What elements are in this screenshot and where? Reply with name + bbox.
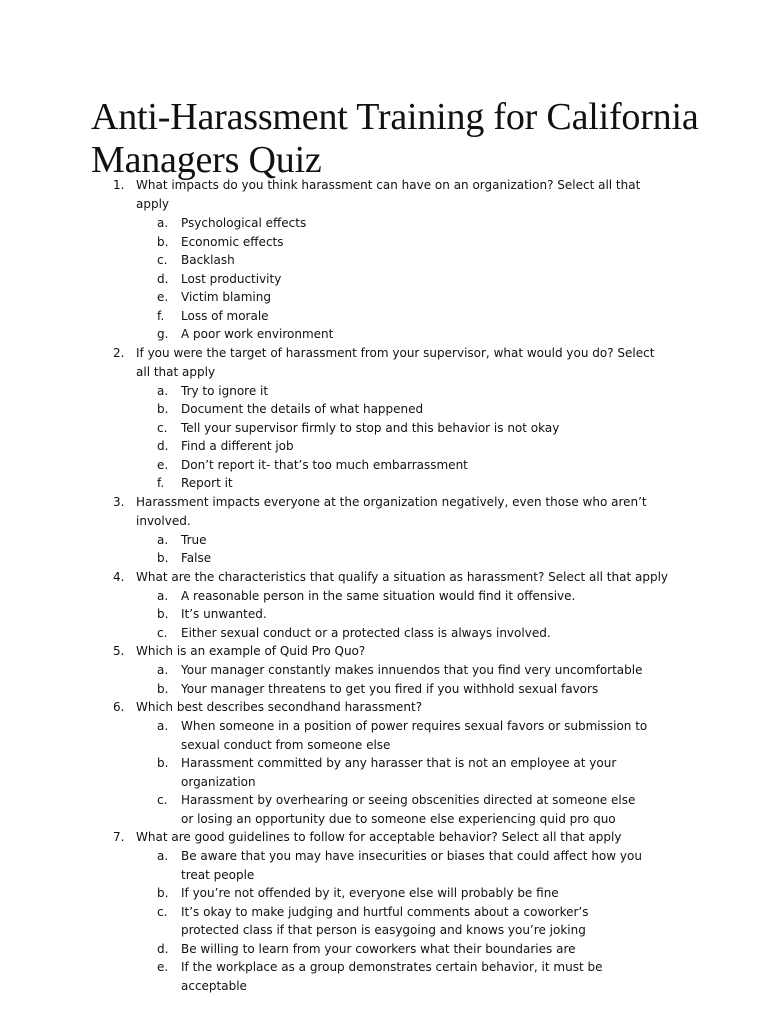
option-text: A poor work environment	[181, 327, 334, 341]
option-text: When someone in a position of power requires sexual favors or submission to sexual conduct from someone else	[181, 719, 648, 752]
answer-option	[0, 419, 768, 438]
option-text: If the workplace as a group demonstrates certain behavior, it must be acceptable	[181, 960, 603, 993]
answer-option	[0, 288, 768, 307]
option-letter: c.	[157, 253, 168, 267]
option-text: Lost productivity	[181, 271, 282, 286]
option-letter: b.	[157, 234, 169, 249]
option-text: Report it	[181, 476, 233, 490]
option-letter: b.	[157, 756, 169, 770]
answer-option	[0, 605, 768, 624]
option-text: Don’t report it- that’s too much embarrassment	[181, 457, 468, 472]
option-text: It’s okay to make judging and hurtful comments about a coworker’s protected class if that person is easygoing and knows you’re joking	[181, 904, 589, 937]
option-letter: c.	[157, 793, 168, 807]
option-text: Your manager constantly makes innuendos that you find very uncomfortable	[181, 663, 643, 677]
document-title: Anti-Harassment Training for California Managers Quiz	[91, 96, 699, 181]
option-letter: f.	[157, 308, 165, 323]
option-text: If you’re not offended by it, everyone else will probably be fine	[181, 886, 559, 900]
question-3	[0, 493, 768, 531]
answer-option	[0, 624, 768, 643]
option-letter: c.	[157, 625, 168, 640]
option-letter: f.	[157, 476, 165, 490]
option-letter: a.	[157, 849, 169, 863]
answer-option	[0, 587, 768, 606]
question-number: 5.	[113, 644, 125, 658]
option-text: Try to ignore it	[181, 383, 269, 398]
question-number: 6.	[113, 700, 125, 714]
question-text: Which best describes secondhand harassment?	[136, 700, 423, 714]
answer-option	[0, 791, 768, 828]
question-number: 7.	[113, 830, 125, 844]
option-letter: b.	[157, 607, 169, 621]
option-letter: b.	[157, 681, 169, 696]
option-text: Harassment committed by any harasser that is not an employee at your organization	[181, 756, 617, 789]
option-letter: e.	[157, 960, 169, 974]
answer-option	[0, 847, 768, 884]
answer-option	[0, 680, 768, 699]
answer-option	[0, 884, 768, 903]
answer-option	[0, 456, 768, 475]
option-text: Economic effects	[181, 234, 284, 249]
option-letter: d.	[157, 439, 169, 453]
question-number: 3.	[113, 494, 125, 509]
question-1	[0, 176, 768, 214]
answer-option	[0, 251, 768, 270]
option-letter: d.	[157, 271, 169, 286]
answer-option	[0, 233, 768, 252]
option-text: Your manager threatens to get you fired if you withhold sexual favors	[181, 681, 599, 696]
option-text: It’s unwanted.	[181, 607, 267, 621]
answer-option	[0, 958, 768, 995]
option-text: Be willing to learn from your coworkers what their boundaries are	[181, 941, 576, 956]
answer-option	[0, 940, 768, 959]
answer-option	[0, 549, 768, 568]
answer-option	[0, 661, 768, 680]
answer-option	[0, 382, 768, 401]
option-letter: c.	[157, 420, 168, 435]
option-letter: a.	[157, 663, 169, 677]
answer-option	[0, 325, 768, 344]
option-text: Tell your supervisor firmly to stop and this behavior is not okay	[181, 420, 560, 435]
question-6	[0, 698, 768, 717]
option-letter: d.	[157, 941, 169, 956]
answer-option	[0, 754, 768, 791]
answer-option	[0, 214, 768, 233]
option-letter: c.	[157, 904, 168, 919]
option-letter: a.	[157, 216, 169, 230]
option-text: Be aware that you may have insecurities or biases that could affect how you treat people	[181, 849, 642, 882]
option-text: Harassment by overhearing or seeing obscenities directed at someone else or losing an opportunity due to someone else experiencing quid pro quo	[181, 793, 636, 826]
question-2	[0, 344, 768, 382]
option-text: Backlash	[181, 253, 235, 267]
answer-option	[0, 437, 768, 456]
quiz-list	[0, 176, 768, 995]
option-text: Loss of morale	[181, 308, 269, 323]
answer-option	[0, 903, 768, 940]
answer-option	[0, 270, 768, 289]
question-text: Which is an example of Quid Pro Quo?	[136, 644, 366, 658]
question-text: If you were the target of harassment from your supervisor, what would you do? Select all that apply	[136, 345, 655, 379]
question-number: 4.	[113, 569, 125, 584]
question-number: 2.	[113, 345, 125, 360]
answer-option	[0, 474, 768, 493]
option-text: Victim blaming	[181, 290, 271, 304]
question-4	[0, 568, 768, 587]
option-letter: e.	[157, 290, 169, 304]
option-letter: a.	[157, 532, 169, 547]
option-letter: b.	[157, 551, 169, 565]
option-text: Document the details of what happened	[181, 402, 424, 416]
question-text: Harassment impacts everyone at the organization negatively, even those who aren’t involved.	[136, 494, 647, 528]
option-letter: a.	[157, 719, 169, 733]
option-text: A reasonable person in the same situation would find it offensive.	[181, 588, 576, 603]
option-text: Psychological effects	[181, 216, 307, 230]
answer-option	[0, 531, 768, 550]
option-letter: e.	[157, 457, 169, 472]
option-letter: b.	[157, 886, 169, 900]
answer-option	[0, 717, 768, 754]
option-text: Either sexual conduct or a protected class is always involved.	[181, 625, 551, 640]
option-letter: a.	[157, 383, 169, 398]
answer-option	[0, 400, 768, 419]
question-text: What are the characteristics that qualify a situation as harassment? Select all that apply	[136, 569, 669, 584]
question-number: 1.	[113, 178, 125, 192]
option-text: Find a different job	[181, 439, 294, 453]
question-text: What impacts do you think harassment can have on an organization? Select all that apply	[136, 178, 641, 211]
question-5	[0, 642, 768, 661]
question-text: What are good guidelines to follow for acceptable behavior? Select all that apply	[136, 830, 622, 844]
option-letter: a.	[157, 588, 169, 603]
option-text: True	[181, 532, 207, 547]
option-letter: g.	[157, 327, 169, 341]
question-7	[0, 828, 768, 847]
option-letter: b.	[157, 402, 169, 416]
option-text: False	[181, 551, 212, 565]
answer-option	[0, 307, 768, 326]
